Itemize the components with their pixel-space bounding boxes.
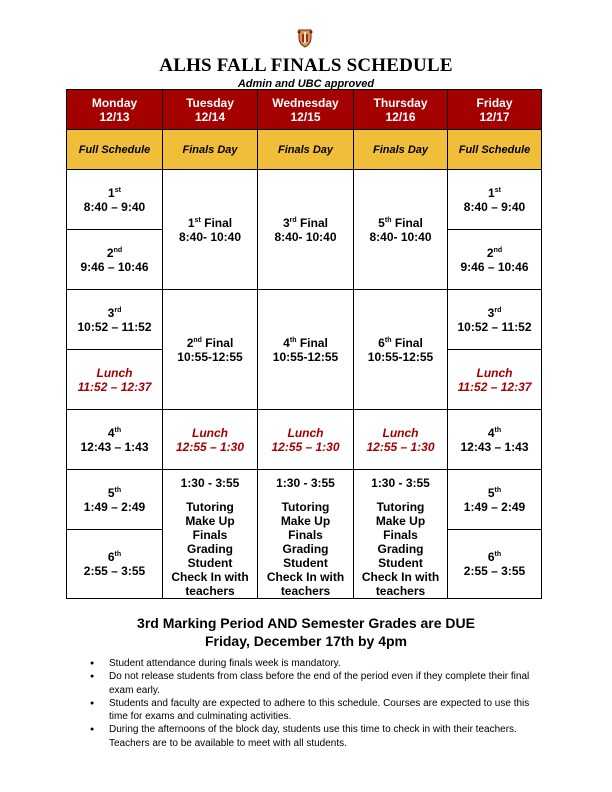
day-type-thursday: Finals Day (354, 130, 448, 170)
day-name: Monday (91, 95, 138, 110)
due-notice-line1: 3rd Marking Period AND Semester Grades are DUE (137, 615, 475, 631)
day-date: 12/17 (479, 109, 510, 124)
header-thursday (354, 90, 448, 130)
note-item: ● Do not release students from class before the end of the period even if they complete their final exam early. (90, 670, 540, 697)
school-crest-icon (296, 28, 314, 48)
final-block-1-tuesday: 1st Final 8:40- 10:40 (163, 170, 258, 290)
day-name: Friday (476, 95, 513, 110)
header-tuesday (163, 90, 258, 130)
final-block-2-tuesday: 2nd Final 10:55-12:55 (163, 290, 258, 410)
day-type-friday: Full Schedule (448, 130, 541, 170)
note-item: ● Students and faculty are expected to adhere to this schedule. Courses are expected to use this time for exams and culminating activities. (90, 697, 540, 724)
final-block-2-wednesday: 4th Final 10:55-12:55 (258, 290, 354, 410)
lunch-thursday: Lunch 12:55 – 1:30 (354, 410, 448, 470)
finals-schedule-table (66, 89, 542, 599)
lunch-tuesday: Lunch 12:55 – 1:30 (163, 410, 258, 470)
final-block-1-thursday: 5th Final 8:40- 10:40 (354, 170, 448, 290)
period-2-friday: 2nd 9:46 – 10:46 (448, 230, 541, 290)
header-friday (448, 90, 541, 130)
period-5-friday: 5th 1:49 – 2:49 (448, 470, 541, 530)
day-type-wednesday: Finals Day (258, 130, 354, 170)
day-date: 12/15 (290, 109, 321, 124)
day-date: 12/16 (385, 109, 416, 124)
period-4-monday: 4th 12:43 – 1:43 (67, 410, 163, 470)
afternoon-tuesday: 1:30 - 3:55 Tutoring Make Up Finals Grading Student Check In with teachers (163, 470, 258, 598)
note-item: ● During the afternoons of the block day, students use this time to check in with their teachers. Teachers are to be available to meet with all students. (90, 723, 540, 750)
day-type-monday: Full Schedule (67, 130, 163, 170)
day-name: Thursday (373, 95, 428, 110)
period-3-monday: 3rd 10:52 – 11:52 (67, 290, 163, 350)
day-date: 12/14 (194, 109, 226, 124)
day-name: Tuesday (186, 95, 234, 110)
period-4-friday: 4th 12:43 – 1:43 (448, 410, 541, 470)
day-date: 12/13 (99, 109, 130, 124)
afternoon-thursday: 1:30 - 3:55 Tutoring Make Up Finals Grading Student Check In with teachers (354, 470, 448, 598)
header-wednesday (258, 90, 354, 130)
document-title: ALHS FALL FINALS SCHEDULE (159, 55, 453, 76)
period-1-friday: 1st 8:40 – 9:40 (448, 170, 541, 230)
notes-list (90, 657, 540, 750)
period-6-monday: 6th 2:55 – 3:55 (67, 530, 163, 598)
period-5-monday: 5th 1:49 – 2:49 (67, 470, 163, 530)
grades-due-notice (0, 614, 612, 650)
due-notice-line2: Friday, December 17th by 4pm (204, 633, 408, 649)
day-name: Wednesday (272, 95, 339, 110)
period-3-friday: 3rd 10:52 – 11:52 (448, 290, 541, 350)
period-2-monday: 2nd 9:46 – 10:46 (67, 230, 163, 290)
header-monday (67, 90, 163, 130)
lunch-friday: Lunch 11:52 – 12:37 (448, 350, 541, 410)
lunch-monday: Lunch 11:52 – 12:37 (67, 350, 163, 410)
document-subtitle: Admin and UBC approved (237, 78, 375, 90)
final-block-2-thursday: 6th Final 10:55-12:55 (354, 290, 448, 410)
day-type-tuesday: Finals Day (163, 130, 258, 170)
period-1-monday: 1st 8:40 – 9:40 (67, 170, 163, 230)
period-6-friday: 6th 2:55 – 3:55 (463, 550, 526, 578)
final-block-1-wednesday: 3rd Final 8:40- 10:40 (258, 170, 354, 290)
note-item: ● Student attendance during finals week is mandatory. (90, 657, 540, 670)
lunch-wednesday: Lunch 12:55 – 1:30 (258, 410, 354, 470)
afternoon-wednesday: 1:30 - 3:55 Tutoring Make Up Finals Grading Student Check In with teachers (258, 470, 354, 598)
